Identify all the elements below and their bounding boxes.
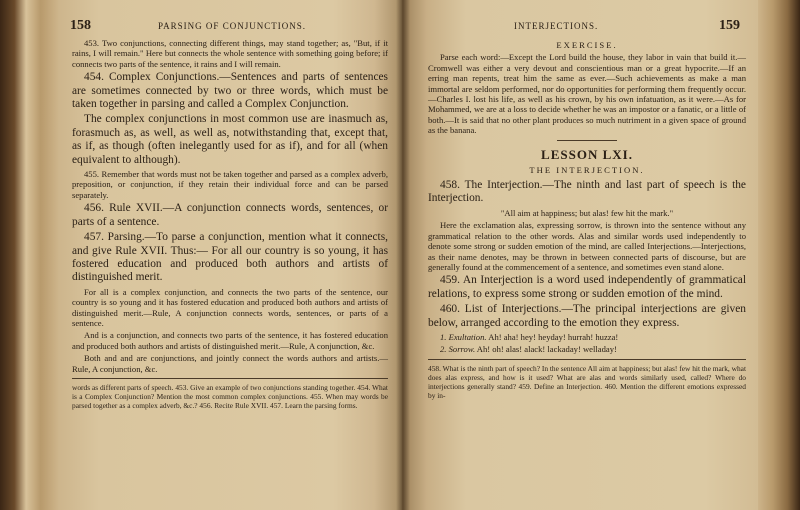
paragraph-458: 458. The Interjection.—The ninth and last part of speech is the Interjection. [428,179,746,205]
page-number: 159 [719,18,740,33]
running-head: PARSING OF CONJUNCTIONS. [158,21,306,31]
left-footnote: words as different parts of speech. 453. Give an example of two conjunctions standing together. 454. What is a Complex Conjunction? Mention the most common complex conjunctions. 455. When may words be parsed together as a complex adverb, &c.? 456. Recite Rule XVII. 457. Learn the parsing forms. [72,382,388,410]
book-gutter [396,0,410,510]
paragraph-455: 455. Remember that words must not be taken together and parsed as a complex adverb, preposition, or conjunction, if they retain their individual force and can be parsed separately. [72,169,388,200]
list-item-label: 2. Sorrow. [440,344,476,355]
book-binding-left [0,0,58,510]
right-page [402,0,758,510]
footnote-rule [72,378,388,379]
right-footnote: 458. What is the ninth part of speech? In the sentence All aim at happiness; but alas! few hit the mark, what does alas express, and how is it used? What are alas and words similarly used, called? Where do interjections generally stand? 459. Define an Interjection. 460. Mention the different emotions expressed by in- [428,363,746,400]
footnote-rule [428,359,746,360]
paragraph-453: 453. Two conjunctions, connecting different things, may stand together; as, "But, if it rains, I will remain." Here but connects the whole sentence with something going before; if connects two parts of the sentence, it rains and I will remain. [72,38,388,69]
list-item-values: Ah! aha! hey! heyday! hurrah! huzza! [488,331,619,342]
list-item-values: Ah! oh! alas! alack! lackaday! welladay! [476,344,617,355]
page-number: 158 [70,18,91,33]
paragraph-460: 460. List of Interjections.—The principal interjections are given below, arranged according to the emotion they express. [428,303,746,329]
exercise-heading: EXERCISE. [556,40,618,50]
left-page [58,0,402,510]
section-divider [557,140,617,141]
paragraph-458-quote: "All aim at happiness; but alas! few hit the mark." [500,207,674,218]
left-page-body [72,38,388,412]
list-item-label: 1. Exultation. [440,331,487,342]
paragraph-457-for-all: For all is a complex conjunction, and connects the two parts of the sentence, our country is so young and it has fostered education and produced both authors and artists of distinguished merit.—Rule, A conjunction connects words, sentences, or parts of a sentence. [72,286,388,328]
list-item [428,332,746,342]
running-head: INTERJECTIONS. [514,21,599,31]
exercise-text: Parse each word:—Except the Lord build the house, they labor in vain that build it.—Cromwell was either a very devout and conscientious man or a great hypocrite.—If an erring man repents, treat him the same as ever.—Such achievements as make a man immortal are seldom performed, nor do opportunities for performing them frequently occur.—Charles I. lost his life, as well as his crown, by his own infatuation, as it were.—As for Mohammed, we are at a loss to decide whether he was an impostor or a fanatic, or a little of both.—It is said that no other plant produces so much nutriment in a given space of ground as the banana. [428,52,746,136]
paragraph-454-list: The complex conjunctions in most common use are inasmuch as, forasmuch as, as well, as well as, notwithstanding that, except that, as if, as though (often inelegantly used for as if), and for all (when equivalent to although). [72,113,388,166]
list-item [428,344,746,354]
lesson-subtitle: THE INTERJECTION. [529,164,645,175]
lesson-title: LESSON LXI. [541,146,633,162]
paragraph-454: 454. Complex Conjunctions.—Sentences and parts of sentences are sometimes connected by two or three words, which must be taken together in parsing and called a Complex Conjunction. [72,71,388,111]
paragraph-458-explanation: Here the exclamation alas, expressing sorrow, is thrown into the sentence without any grammatical relation to the other words. Alas and similar words used independently to denote some strong or sudden emotion of the mind, are called Interjections.—Interjections, as their name denotes, may be thrown in between connected parts of discourse, but are generally found at the commencement of a sentence, and sometimes even stand alone. [428,220,746,272]
paragraph-457-both: Both and and are conjunctions, and jointly connect the words authors and artists.—Rule, A conjunction, &c. [72,353,388,374]
book-binding-right [758,0,800,510]
paragraph-456: 456. Rule XVII.—A conjunction connects words, sentences, or parts of a sentence. [72,202,388,228]
left-page-header [70,18,390,34]
paragraph-457-and: And is a conjunction, and connects two parts of the sentence, it has fostered education and produced both authors and artists of distinguished merit.—Rule, A conjunction, &c. [72,330,388,351]
paragraph-459: 459. An Interjection is a word used independently of grammatical relations, to express some strong or sudden emotion of the mind. [428,274,746,300]
right-page-body [428,40,746,402]
paragraph-457: 457. Parsing.—To parse a conjunction, mention what it connects, and give Rule XVII. Thus:— For all our country is so young, it has fostered education and produced both authors and artists of distinguished merit. [72,231,388,284]
